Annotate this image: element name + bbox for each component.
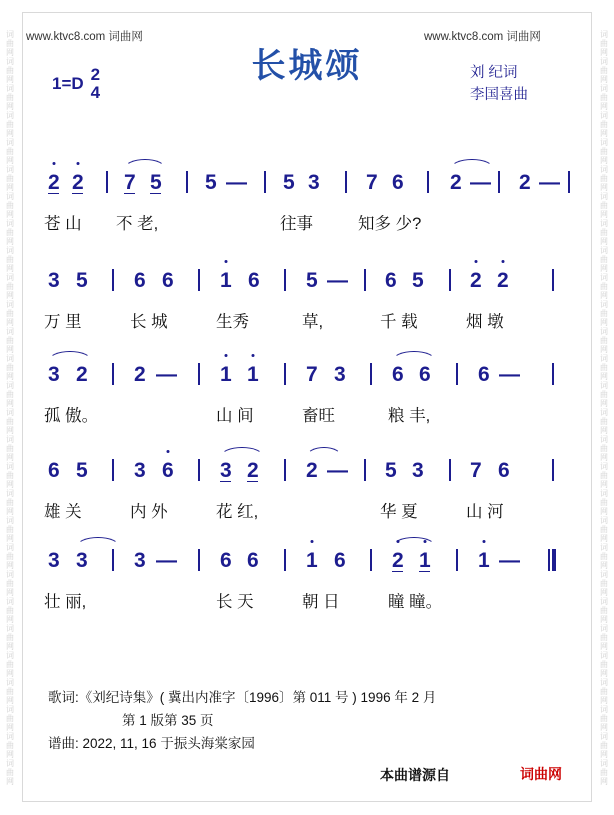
- note: 3: [76, 549, 88, 572]
- note: 2: [76, 363, 88, 386]
- note: 2: [392, 548, 404, 574]
- note: 3: [48, 549, 60, 572]
- lyric-text: 生秀: [216, 313, 249, 331]
- octave-dot-icon: [166, 450, 169, 453]
- note: 6: [162, 458, 174, 484]
- note: 5: [306, 269, 318, 292]
- note: 3: [220, 459, 232, 482]
- lyricist: 刘 纪词: [470, 65, 518, 81]
- lyric-text: 知多 少?: [358, 215, 422, 233]
- note: —: [539, 171, 560, 194]
- lyrics-row: [40, 402, 580, 432]
- source-label: 本曲谱源自: [380, 767, 450, 783]
- octave-dot-icon: [224, 354, 227, 357]
- note: 5: [76, 459, 88, 482]
- note: 6: [392, 363, 404, 386]
- lyric-text: 山 间: [216, 407, 254, 425]
- octave-dot-icon: [310, 540, 313, 543]
- lyric-text: 往事: [280, 215, 313, 233]
- key-label: 1=D: [52, 73, 84, 93]
- note: 6: [220, 549, 232, 572]
- note: —: [156, 549, 177, 572]
- lyric-text: 苍 山: [44, 215, 82, 233]
- barline: [456, 549, 458, 571]
- barline: [112, 549, 114, 571]
- note: 3: [134, 459, 146, 482]
- octave-dot-icon: [224, 260, 227, 263]
- lyric-text: 千 载: [380, 313, 418, 331]
- note: 5: [412, 269, 424, 292]
- barline: [456, 363, 458, 385]
- note: 1: [306, 548, 318, 574]
- note: 3: [48, 269, 60, 292]
- note: 3: [134, 549, 146, 572]
- barline: [284, 549, 286, 571]
- barline: [568, 171, 570, 193]
- lyric-text: 山 河: [466, 503, 504, 521]
- barline: [370, 363, 372, 385]
- note: 6: [392, 171, 404, 194]
- final-barline: [548, 549, 558, 571]
- score-line: [40, 458, 580, 544]
- barline: [198, 269, 200, 291]
- brand-logo: 词曲网: [520, 766, 562, 782]
- lyric-text: 草,: [302, 313, 324, 331]
- lyric-text: 内 外: [130, 503, 168, 521]
- note: 3: [48, 363, 60, 386]
- octave-dot-icon: [52, 162, 55, 165]
- note: 2: [497, 268, 509, 294]
- lyric-text: 畜旺: [302, 407, 335, 425]
- site-url-left: www.ktvc8.com 词曲网: [26, 31, 143, 43]
- notation-row: [40, 170, 580, 210]
- barline: [284, 269, 286, 291]
- footer-line-3: 谱曲: 2022, 11, 16 于振头海棠家园: [48, 736, 255, 751]
- lyric-text: 朝 日: [302, 593, 340, 611]
- note: 5: [150, 171, 162, 194]
- barline: [284, 363, 286, 385]
- note: 6: [478, 363, 490, 386]
- note: 6: [162, 269, 174, 292]
- note: —: [470, 171, 491, 194]
- note: 7: [470, 459, 482, 482]
- barline: [427, 171, 429, 193]
- barline: [264, 171, 266, 193]
- note: 6: [134, 269, 146, 292]
- lyric-text: 烟 墩: [466, 313, 504, 331]
- barline: [449, 459, 451, 481]
- note: 2: [306, 459, 318, 482]
- note: 6: [48, 459, 60, 482]
- song-title: 长城颂: [251, 47, 363, 85]
- note: 5: [205, 171, 217, 194]
- barline: [198, 549, 200, 571]
- note: 2: [519, 171, 531, 194]
- note: 2: [48, 170, 60, 196]
- notation-row: [40, 548, 580, 588]
- barline: [552, 269, 554, 291]
- barline: [364, 269, 366, 291]
- lyric-text: 瞳 瞳。: [388, 593, 443, 611]
- barline: [112, 269, 114, 291]
- barline: [106, 171, 108, 193]
- site-url-right: www.ktvc8.com 词曲网: [424, 31, 541, 43]
- note: 6: [334, 549, 346, 572]
- lyrics-row: [40, 308, 580, 338]
- time-signature: [91, 66, 100, 101]
- barline: [284, 459, 286, 481]
- lyric-text: 壮 丽,: [44, 593, 87, 611]
- note: 1: [478, 548, 490, 574]
- lyric-text: 长 天: [216, 593, 254, 611]
- note: 1: [419, 548, 431, 574]
- score-line: [40, 170, 580, 256]
- note: 2: [72, 170, 84, 196]
- note: —: [499, 549, 520, 572]
- note: —: [327, 269, 348, 292]
- notation-row: [40, 362, 580, 402]
- barline: [198, 363, 200, 385]
- score-line: [40, 548, 580, 634]
- note: 5: [76, 269, 88, 292]
- meter-denominator: 4: [90, 83, 101, 102]
- lyric-text: 长 城: [130, 313, 168, 331]
- barline: [498, 171, 500, 193]
- note: 6: [247, 549, 259, 572]
- octave-dot-icon: [76, 162, 79, 165]
- note: 7: [124, 171, 136, 194]
- octave-dot-icon: [474, 260, 477, 263]
- key-signature: [52, 66, 100, 101]
- octave-dot-icon: [482, 540, 485, 543]
- lyrics-row: [40, 588, 580, 618]
- notation-row: [40, 268, 580, 308]
- composer: 李国喜曲: [470, 87, 528, 103]
- barline: [198, 459, 200, 481]
- barline: [370, 549, 372, 571]
- note: 5: [283, 171, 295, 194]
- note: 3: [308, 171, 320, 194]
- note: 6: [385, 269, 397, 292]
- score-line: [40, 268, 580, 354]
- note: 7: [306, 363, 318, 386]
- barline: [112, 363, 114, 385]
- note: 2: [450, 171, 462, 194]
- barline: [345, 171, 347, 193]
- note: 2: [247, 459, 259, 482]
- watermark-left: 词曲网词曲网词曲网词曲网词曲网词曲网词曲网词曲网词曲网词曲网词曲网词曲网词曲网词曲网词曲网词曲网词曲网词曲网词曲网词曲网词曲网词曲网词曲网词曲网词曲网词曲网词曲网词曲网: [6, 30, 14, 786]
- note: —: [226, 171, 247, 194]
- note: 1: [220, 362, 232, 388]
- note: 1: [220, 268, 232, 294]
- note: 2: [134, 363, 146, 386]
- note: 7: [366, 171, 378, 194]
- notation-row: [40, 458, 580, 498]
- note: 6: [498, 459, 510, 482]
- note: —: [499, 363, 520, 386]
- note: 3: [412, 459, 424, 482]
- note: 3: [334, 363, 346, 386]
- barline: [449, 269, 451, 291]
- barline: [186, 171, 188, 193]
- note: 2: [470, 268, 482, 294]
- lyric-text: 不 老,: [116, 215, 159, 233]
- lyric-text: 华 夏: [380, 503, 418, 521]
- footer-line-2: 第 1 版第 35 页: [122, 713, 214, 728]
- note: 5: [385, 459, 397, 482]
- barline: [112, 459, 114, 481]
- lyrics-row: [40, 210, 580, 240]
- score-line: [40, 362, 580, 448]
- lyric-text: 粮 丰,: [388, 407, 431, 425]
- barline: [552, 363, 554, 385]
- octave-dot-icon: [501, 260, 504, 263]
- lyrics-row: [40, 498, 580, 528]
- footer-notes: [48, 686, 568, 755]
- lyric-text: 万 里: [44, 313, 82, 331]
- octave-dot-icon: [251, 354, 254, 357]
- note: 1: [247, 362, 259, 388]
- note: —: [156, 363, 177, 386]
- watermark-right: 词曲网词曲网词曲网词曲网词曲网词曲网词曲网词曲网词曲网词曲网词曲网词曲网词曲网词曲网词曲网词曲网词曲网词曲网词曲网词曲网词曲网词曲网词曲网词曲网词曲网词曲网词曲网词曲网: [600, 30, 608, 786]
- lyric-text: 花 红,: [216, 503, 259, 521]
- note: —: [327, 459, 348, 482]
- lyric-text: 雄 关: [44, 503, 82, 521]
- credits: [470, 62, 528, 106]
- lyric-text: 孤 傲。: [44, 407, 99, 425]
- meter-numerator: 2: [90, 65, 101, 84]
- footer-line-1: 歌词:《刘纪诗集》( 冀出内准字〔1996〕第 011 号 ) 1996 年 2 月: [48, 690, 437, 705]
- barline: [552, 459, 554, 481]
- barline: [364, 459, 366, 481]
- note: 6: [248, 269, 260, 292]
- note: 6: [419, 363, 431, 386]
